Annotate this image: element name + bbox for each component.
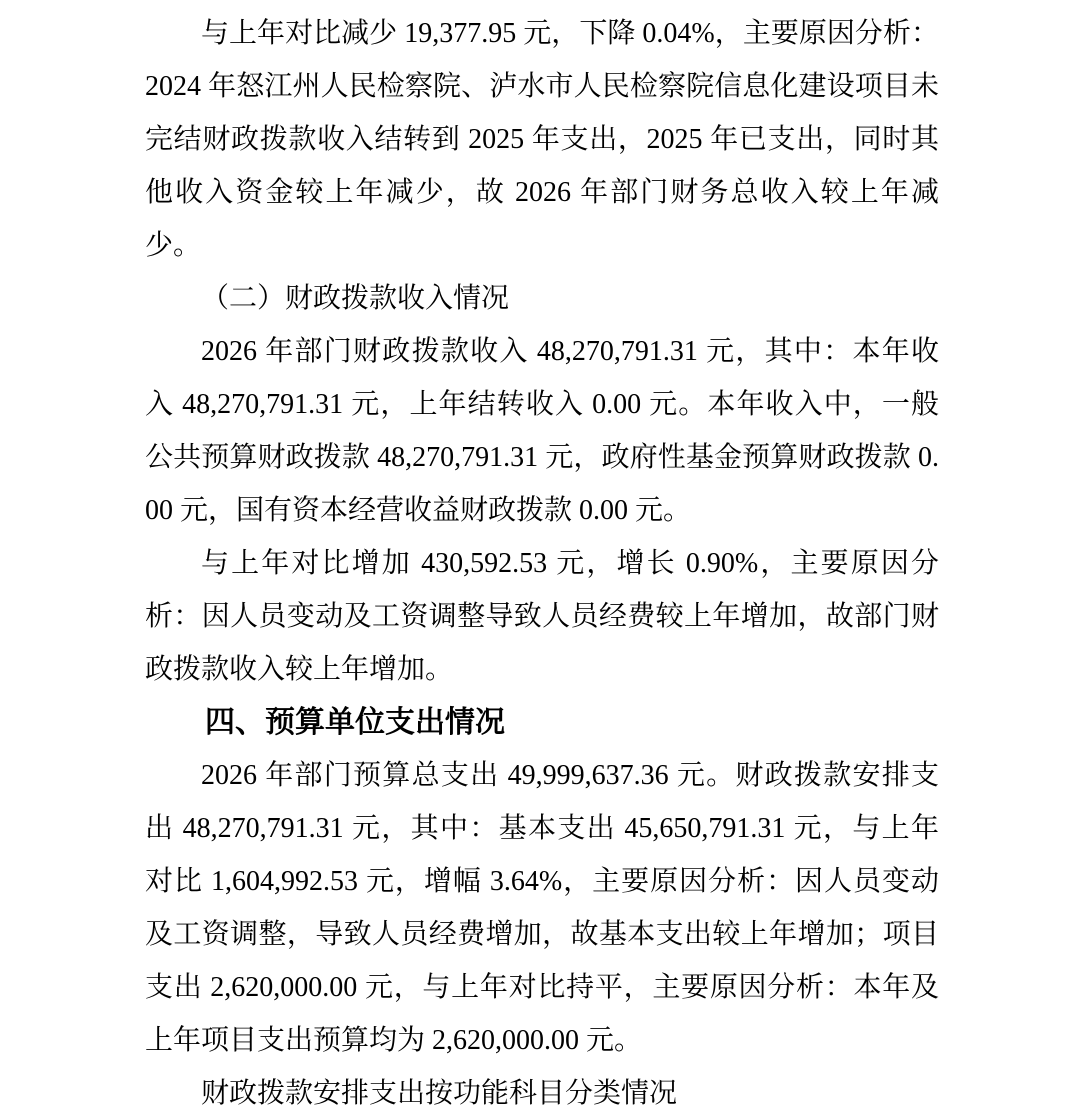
paragraph-expenditure-detail: 2026 年部门预算总支出 49,999,637.36 元。财政拨款安排支出 48,270,791.31 元，其中：基本支出 45,650,791.31 元，与上年对比 1,604,992.53 元，增幅 3.64%，主要原因分析：因人员变动及工资调整，导致人员经费增加，故基本支出较上年增加；项目支出 2,620,000.00 元，与上年对比持平，主要原因分析：本年及上年项目支出预算均为 2,620,000.00 元。 [145,760,939,1056]
paragraph-total-income-year-comparison: 与上年对比减少 19,377.95 元，下降 0.04%，主要原因分析：2024 年怒江州人民检察院、泸水市人民检察院信息化建设项目未完结财政拨款收入结转到 2025 年支出，2025 年已支出，同时其他收入资金较上年减少，故 2026 年部门财务总收入较上年减少。 [145,18,939,261]
subheading-fiscal-allocation-income: （二）财政拨款收入情况 [201,283,510,314]
paragraph-fiscal-allocation-income-detail: 2026 年部门财政拨款收入 48,270,791.31 元，其中：本年收入 48,270,791.31 元，上年结转收入 0.00 元。本年收入中，一般公共预算财政拨款 48,270,791.31 元，政府性基金预算财政拨款 0.00 元，国有资本经营收益财政拨款 0.00 元。 [145,336,939,526]
paragraph-expenditure-function-classification-intro: 财政拨款安排支出按功能科目分类情况 [201,1078,678,1109]
heading-budget-unit-expenditure: 四、预算单位支出情况 [205,706,505,739]
paragraph-allocation-income-year-comparison: 与上年对比增加 430,592.53 元，增长 0.90%，主要原因分析：因人员变动及工资调整导致人员经费较上年增加，故部门财政拨款收入较上年增加。 [145,548,939,685]
